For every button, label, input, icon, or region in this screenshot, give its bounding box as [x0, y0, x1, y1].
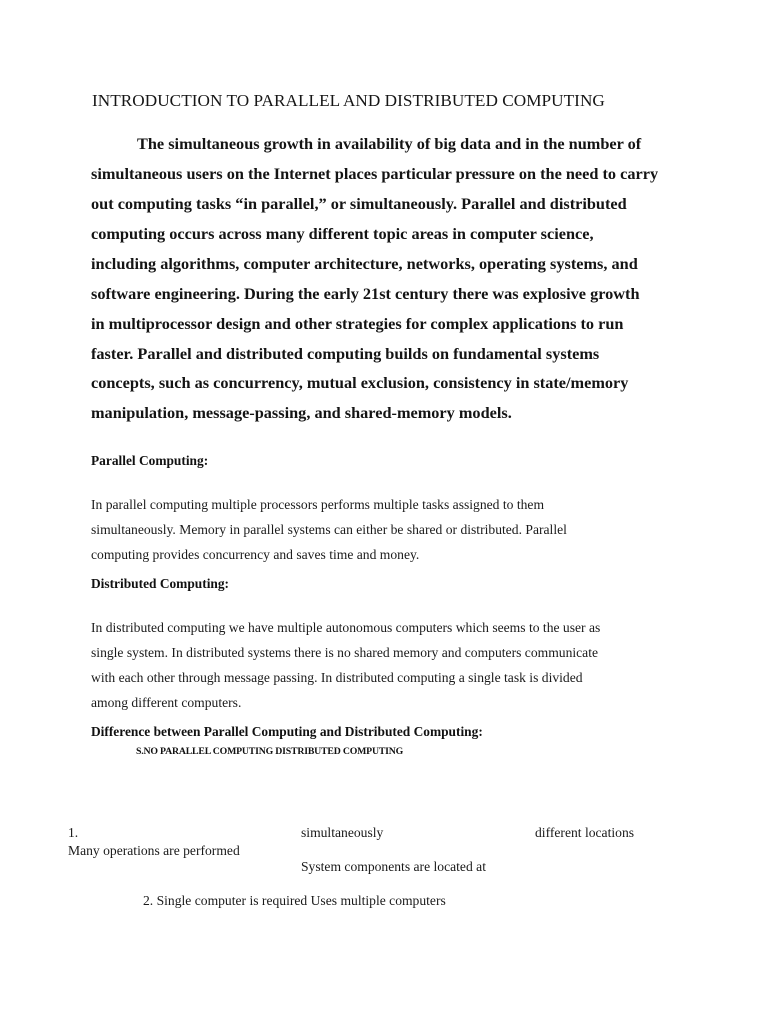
- intro-line: manipulation, message-passing, and shared-memory models.: [91, 403, 512, 422]
- distributed-cell-line: System components are located at: [301, 859, 486, 874]
- intro-line: simultaneous users on the Internet places particular pressure on the need to carry: [91, 164, 659, 183]
- paragraph-line: single system. In distributed systems there is no shared memory and computers communicate: [91, 645, 599, 660]
- intro-line: concepts, such as concurrency, mutual exclusion, consistency in state/memory: [91, 373, 629, 392]
- paragraph-line: computing provides concurrency and saves time and money.: [91, 547, 420, 562]
- paragraph-line: In distributed computing we have multiple autonomous computers which seems to the user as: [91, 620, 601, 635]
- parallel-cell-line: Many operations are performed: [68, 843, 240, 858]
- comparison-table-header: S.NO PARALLEL COMPUTING DISTRIBUTED COMPUTING: [136, 746, 404, 757]
- paragraph-line: In parallel computing multiple processors performs multiple tasks assigned to them: [91, 497, 545, 512]
- distributed-cell-line: different locations: [535, 825, 635, 840]
- intro-line: faster. Parallel and distributed computing builds on fundamental systems: [91, 344, 600, 363]
- difference-heading: Difference between Parallel Computing and Distributed Computing:: [91, 724, 483, 739]
- intro-line: software engineering. During the early 21st century there was explosive growth: [91, 284, 640, 303]
- document-title: INTRODUCTION TO PARALLEL AND DISTRIBUTED COMPUTING: [92, 91, 605, 110]
- parallel-heading: Parallel Computing:: [91, 453, 209, 468]
- paragraph-line: with each other through message passing. In distributed computing a single task is divided: [91, 670, 583, 685]
- row-number: 1.: [68, 825, 79, 840]
- paragraph-line: among different computers.: [91, 695, 242, 710]
- parallel-cell-line: simultaneously: [301, 825, 384, 840]
- intro-line: including algorithms, computer architecture, networks, operating systems, and: [91, 254, 638, 273]
- intro-line: computing occurs across many different topic areas in computer science,: [91, 224, 594, 243]
- intro-line: The simultaneous growth in availability of big data and in the number of: [137, 134, 642, 153]
- intro-line: in multiprocessor design and other strategies for complex applications to run: [91, 314, 624, 333]
- comparison-row-2: 2. Single computer is required Uses multiple computers: [143, 893, 446, 908]
- intro-line: out computing tasks “in parallel,” or simultaneously. Parallel and distributed: [91, 194, 627, 213]
- paragraph-line: simultaneously. Memory in parallel systems can either be shared or distributed. Parallel: [91, 522, 567, 537]
- distributed-heading: Distributed Computing:: [91, 576, 230, 591]
